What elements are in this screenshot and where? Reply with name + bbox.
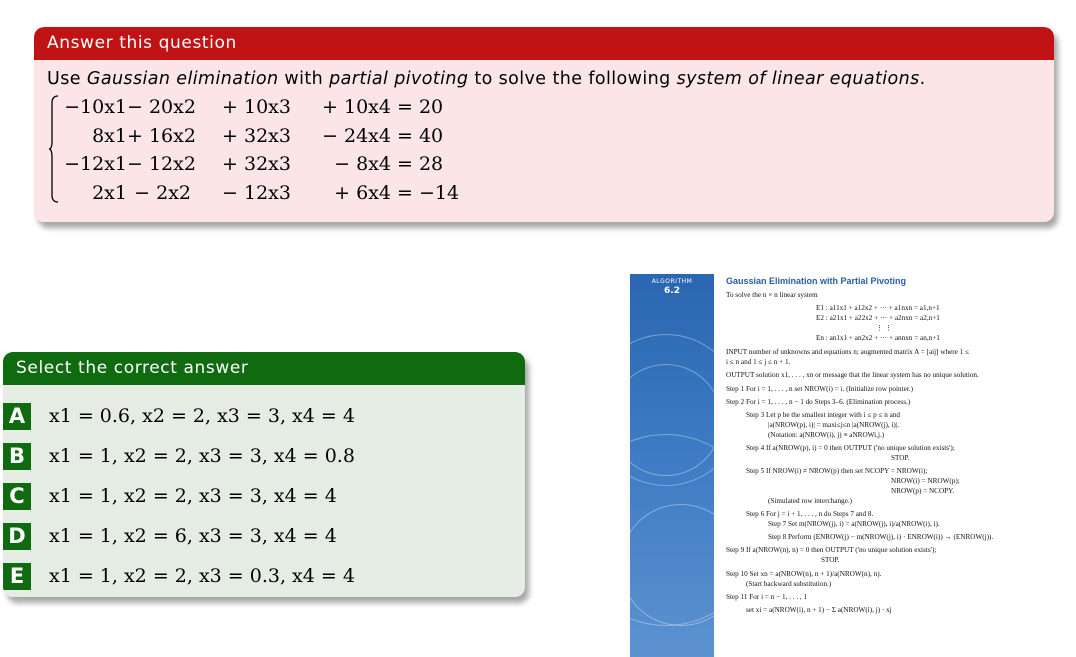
algorithm-line: Step 4 If a(NROW(p), i) = 0 then OUTPUT ('no unique solution exists');: [746, 444, 955, 452]
equation-term: 8x1: [92, 124, 127, 147]
equation-term: − 12x3: [222, 181, 291, 204]
algorithm-line: Step 6 For j = i + 1, . . . , n do Steps 7 and 8.: [746, 510, 874, 518]
algorithm-line: (Start backward substitution.): [746, 580, 832, 588]
question-prompt: Use Gaussian elimination with partial pivoting to solve the following system of linear equations.: [47, 69, 926, 89]
equation-rhs: = 40: [397, 124, 444, 147]
algorithm-tag: ALGORITHM: [651, 278, 693, 285]
algorithm-number: 6.2: [664, 286, 680, 296]
equation-term: − 24x4: [322, 124, 391, 147]
equation-row: [63, 93, 1041, 122]
algorithm-line: OUTPUT solution x1, . . . , xn or message that the linear system has no unique solution.: [726, 371, 979, 379]
algorithm-line: To solve the n × n linear system: [726, 291, 818, 299]
equation-term: − 20x2: [127, 96, 196, 118]
algorithm-line: E1 : a11x1 + a12x2 + ··· + a1nxn = a1,n+1: [816, 304, 940, 312]
algorithm-line: Step 5 If NROW(i) ≠ NROW(p) then set NCOPY = NROW(i);: [746, 467, 928, 475]
algorithm-line: Step 3 Let p be the smallest integer with i ≤ p ≤ n and: [746, 411, 901, 419]
option-b[interactable]: [3, 442, 355, 470]
equation-term: + 32x3: [222, 124, 291, 147]
answer-header: Select the correct answer: [3, 352, 525, 385]
option-letter: E: [3, 563, 31, 590]
option-letter: C: [3, 483, 31, 510]
algorithm-line: STOP.: [821, 556, 840, 564]
equation-system: [49, 93, 1041, 207]
algorithm-line: NROW(i) = NROW(p);: [891, 477, 960, 485]
equation-term: + 32x3: [222, 153, 291, 175]
option-letter: A: [3, 403, 31, 430]
equation-term: + 10x3: [222, 96, 291, 118]
question-header: Answer this question: [34, 27, 1054, 60]
algorithm-line: En : an1x1 + an2x2 + ··· + annxn = an,n+1: [816, 334, 940, 342]
option-text: x1 = 0.6, x2 = 2, x3 = 3, x4 = 4: [49, 405, 355, 427]
equation-term: + 6x4: [334, 181, 391, 204]
equation-term: −12x1: [64, 153, 127, 175]
algorithm-title: Gaussian Elimination with Partial Pivoting: [726, 276, 907, 286]
algorithm-line: INPUT number of unknowns and equations n; augmented matrix A = [aij] where 1 ≤: [726, 348, 970, 356]
algorithm-line: STOP.: [891, 454, 910, 462]
answer-block: [3, 352, 525, 597]
algorithm-line: set xi = a(NROW(i), n + 1) − Σ a(NROW(i), j) · xj: [746, 606, 892, 614]
algorithm-line: Step 10 Set xn = a(NROW(n), n + 1)/a(NROW(n), n).: [726, 570, 882, 578]
option-a[interactable]: [3, 402, 355, 430]
algorithm-line: Step 1 For i = 1, . . . , n set NROW(i) = i. (Initialize row pointer.): [726, 385, 913, 393]
algorithm-line: i ≤ n and 1 ≤ j ≤ n + 1.: [726, 358, 791, 366]
option-text: x1 = 1, x2 = 6, x3 = 3, x4 = 4: [49, 525, 337, 547]
option-text: x1 = 1, x2 = 2, x3 = 0.3, x4 = 4: [49, 565, 355, 587]
option-d[interactable]: [3, 522, 337, 550]
algorithm-line: NROW(p) = NCOPY.: [891, 487, 955, 495]
algorithm-line: (Simulated row interchange.): [768, 497, 853, 505]
equation-term: − 8x4: [334, 153, 391, 175]
left-brace: [49, 95, 59, 203]
equation-row: [63, 179, 1041, 208]
algorithm-sidebar: [630, 274, 714, 657]
algorithm-line: ⋮ ⋮: [876, 324, 893, 332]
algorithm-line: |a(NROW(p), i)| = maxi≤j≤n |a(NROW(j), i)|.: [768, 421, 900, 429]
algorithm-reference-image: [630, 274, 1020, 657]
algorithm-line: E2 : a21x1 + a22x2 + ··· + a2nxn = a2,n+1: [816, 314, 940, 322]
algorithm-line: Step 2 For i = 1, . . . , n − 1 do Steps 3–6. (Elimination process.): [726, 398, 911, 406]
algorithm-line: Step 11 For i = n − 1, . . . , 1: [726, 593, 808, 601]
equation-row: [63, 122, 1041, 151]
question-block: [34, 27, 1054, 222]
option-letter: D: [3, 523, 31, 550]
equation-term: + 10x4: [322, 96, 391, 118]
option-text: x1 = 1, x2 = 2, x3 = 3, x4 = 4: [49, 485, 337, 507]
equation-term: + 16x2: [127, 124, 196, 147]
equation-rhs: = 28: [397, 153, 444, 175]
algorithm-line: (Notation: a(NROW(i), j) ≡ aNROWi,j.): [768, 431, 885, 439]
equation-term: − 2x2: [134, 181, 191, 204]
option-text: x1 = 1, x2 = 2, x3 = 3, x4 = 0.8: [49, 445, 355, 467]
equation-term: − 12x2: [127, 153, 196, 175]
equation-row: [63, 150, 1041, 179]
algorithm-line: Step 9 If a(NROW(n), n) = 0 then OUTPUT ('no unique solution exists');: [726, 546, 937, 554]
equation-rhs: = −14: [397, 181, 460, 204]
equation-term: −10x1: [64, 96, 127, 118]
equation-term: 2x1: [92, 181, 127, 204]
equation-rhs: = 20: [397, 96, 444, 118]
algorithm-text: [726, 274, 1016, 615]
option-e[interactable]: [3, 562, 355, 590]
option-c[interactable]: [3, 482, 337, 510]
algorithm-line: Step 7 Set m(NROW(j), i) = a(NROW(j), i)/a(NROW(i), i).: [768, 520, 940, 528]
option-letter: B: [3, 443, 31, 470]
algorithm-line: Step 8 Perform (ENROW(j) − m(NROW(j), i) · ENROW(i)) → (ENROW(j)).: [768, 533, 994, 541]
